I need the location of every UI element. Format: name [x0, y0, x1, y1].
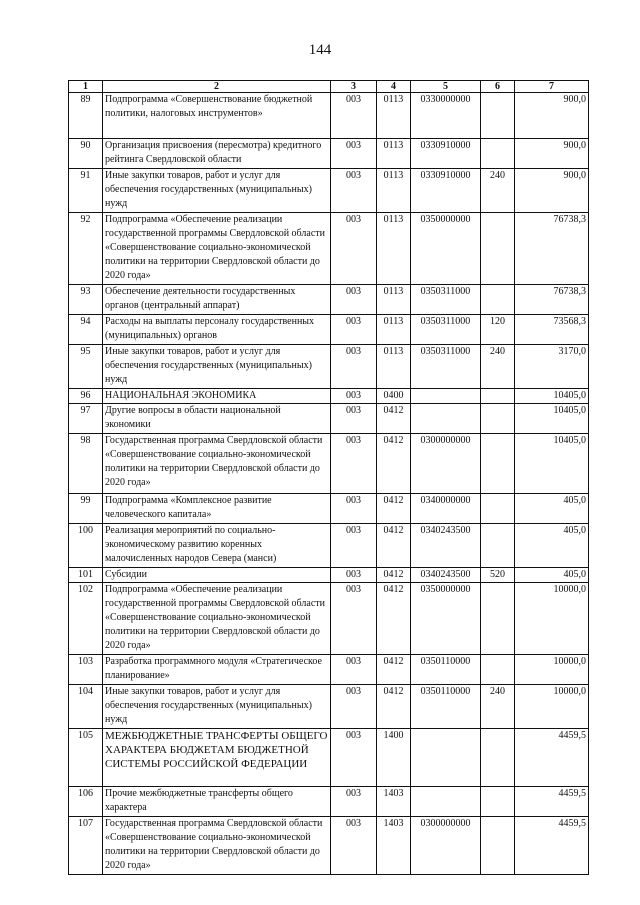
row-section-code: 0412: [377, 434, 411, 494]
budget-table: [68, 80, 589, 875]
row-amount: 76738,3: [515, 285, 589, 315]
row-amount: 10405,0: [515, 434, 589, 494]
header-col-3: 3: [331, 81, 377, 93]
row-chapter-code: 003: [331, 389, 377, 404]
row-section-code: 0412: [377, 568, 411, 583]
table-row: [69, 169, 589, 213]
row-amount: 10000,0: [515, 583, 589, 655]
row-target-code: [411, 404, 481, 434]
row-expense-type: [481, 524, 515, 568]
row-section-code: 0412: [377, 524, 411, 568]
header-col-7: 7: [515, 81, 589, 93]
row-section-code: 0412: [377, 404, 411, 434]
row-amount: 4459,5: [515, 817, 589, 875]
row-expense-type: [481, 583, 515, 655]
row-amount: 405,0: [515, 568, 589, 583]
row-name: Иные закупки товаров, работ и услуг для обеспечения государственных (муниципальных) нужд: [103, 685, 331, 729]
row-name: НАЦИОНАЛЬНАЯ ЭКОНОМИКА: [103, 389, 331, 404]
row-chapter-code: 003: [331, 285, 377, 315]
row-name: Государственная программа Свердловской области «Совершенствование социально-экономической политики на территории Свердловской области до 2020 года»: [103, 434, 331, 494]
table-row: [69, 404, 589, 434]
row-section-code: 1403: [377, 817, 411, 875]
row-target-code: 0350311000: [411, 315, 481, 345]
header-col-5: 5: [411, 81, 481, 93]
row-amount: 73568,3: [515, 315, 589, 345]
row-section-code: 0113: [377, 345, 411, 389]
row-name: Расходы на выплаты персоналу государственных (муниципальных) органов: [103, 315, 331, 345]
row-number: 103: [69, 655, 103, 685]
row-number: 97: [69, 404, 103, 434]
row-number: 100: [69, 524, 103, 568]
row-target-code: 0340000000: [411, 494, 481, 524]
header-col-6: 6: [481, 81, 515, 93]
row-target-code: 0350000000: [411, 213, 481, 285]
row-target-code: 0340243500: [411, 524, 481, 568]
row-amount: 3170,0: [515, 345, 589, 389]
table-row: [69, 345, 589, 389]
row-chapter-code: 003: [331, 169, 377, 213]
row-section-code: 0113: [377, 285, 411, 315]
row-number: 94: [69, 315, 103, 345]
header-col-1: 1: [69, 81, 103, 93]
row-section-code: 0400: [377, 389, 411, 404]
row-section-code: 1403: [377, 787, 411, 817]
row-number: 102: [69, 583, 103, 655]
row-expense-type: [481, 434, 515, 494]
row-chapter-code: 003: [331, 93, 377, 139]
row-target-code: 0350110000: [411, 655, 481, 685]
header-col-4: 4: [377, 81, 411, 93]
row-chapter-code: 003: [331, 315, 377, 345]
row-number: 91: [69, 169, 103, 213]
row-name: Субсидии: [103, 568, 331, 583]
row-amount: 4459,5: [515, 729, 589, 787]
row-section-code: 0113: [377, 169, 411, 213]
row-chapter-code: 003: [331, 568, 377, 583]
row-target-code: 0330910000: [411, 169, 481, 213]
row-expense-type: [481, 139, 515, 169]
row-name: Государственная программа Свердловской области «Совершенствование социально-экономической политики на территории Свердловской области до 2020 года»: [103, 817, 331, 875]
row-chapter-code: 003: [331, 729, 377, 787]
row-amount: 900,0: [515, 139, 589, 169]
row-target-code: 0300000000: [411, 817, 481, 875]
row-number: 93: [69, 285, 103, 315]
row-chapter-code: 003: [331, 494, 377, 524]
row-amount: 405,0: [515, 524, 589, 568]
row-amount: 900,0: [515, 93, 589, 139]
row-amount: 10000,0: [515, 685, 589, 729]
table-row: [69, 655, 589, 685]
row-target-code: [411, 787, 481, 817]
row-expense-type: [481, 655, 515, 685]
row-section-code: 0412: [377, 655, 411, 685]
row-expense-type: [481, 404, 515, 434]
row-amount: 10405,0: [515, 389, 589, 404]
row-amount: 4459,5: [515, 787, 589, 817]
row-amount: 900,0: [515, 169, 589, 213]
row-expense-type: [481, 213, 515, 285]
row-name: Прочие межбюджетные трансферты общего характера: [103, 787, 331, 817]
table-row: [69, 93, 589, 139]
row-number: 92: [69, 213, 103, 285]
row-number: 107: [69, 817, 103, 875]
row-expense-type: [481, 93, 515, 139]
row-chapter-code: 003: [331, 583, 377, 655]
row-section-code: 0113: [377, 139, 411, 169]
row-chapter-code: 003: [331, 434, 377, 494]
header-col-2: 2: [103, 81, 331, 93]
table-row: [69, 139, 589, 169]
row-chapter-code: 003: [331, 685, 377, 729]
row-name: Иные закупки товаров, работ и услуг для обеспечения государственных (муниципальных) нужд: [103, 169, 331, 213]
table-row: [69, 787, 589, 817]
table-row: [69, 729, 589, 787]
row-name: Организация присвоения (пересмотра) кредитного рейтинга Свердловской области: [103, 139, 331, 169]
row-chapter-code: 003: [331, 787, 377, 817]
row-expense-type: [481, 729, 515, 787]
row-section-code: 0113: [377, 93, 411, 139]
row-target-code: 0350000000: [411, 583, 481, 655]
row-name: Другие вопросы в области национальной экономики: [103, 404, 331, 434]
row-target-code: [411, 389, 481, 404]
row-number: 90: [69, 139, 103, 169]
row-expense-type: 240: [481, 345, 515, 389]
row-number: 101: [69, 568, 103, 583]
row-number: 105: [69, 729, 103, 787]
row-amount: 76738,3: [515, 213, 589, 285]
table-row: [69, 434, 589, 494]
row-target-code: 0330910000: [411, 139, 481, 169]
row-name: Подпрограмма «Обеспечение реализации государственной программы Свердловской области «Совершенствование социально-экономической политики на территории Свердловской области до 2020 года»: [103, 213, 331, 285]
row-name: МЕЖБЮДЖЕТНЫЕ ТРАНСФЕРТЫ ОБЩЕГО ХАРАКТЕРА БЮДЖЕТАМ БЮДЖЕТНОЙ СИСТЕМЫ РОССИЙСКОЙ ФЕДЕРАЦИИ: [103, 729, 331, 787]
table-row: [69, 817, 589, 875]
row-chapter-code: 003: [331, 345, 377, 389]
row-target-code: 0350311000: [411, 285, 481, 315]
row-chapter-code: 003: [331, 139, 377, 169]
table-row: [69, 568, 589, 583]
row-name: Иные закупки товаров, работ и услуг для обеспечения государственных (муниципальных) нужд: [103, 345, 331, 389]
row-name: Обеспечение деятельности государственных органов (центральный аппарат): [103, 285, 331, 315]
row-number: 106: [69, 787, 103, 817]
row-expense-type: 240: [481, 685, 515, 729]
row-chapter-code: 003: [331, 524, 377, 568]
row-expense-type: [481, 787, 515, 817]
row-number: 89: [69, 93, 103, 139]
row-expense-type: 520: [481, 568, 515, 583]
row-expense-type: [481, 817, 515, 875]
row-section-code: 0412: [377, 685, 411, 729]
row-name: Подпрограмма «Обеспечение реализации государственной программы Свердловской области «Совершенствование социально-экономической политики на территории Свердловской области до 2020 года»: [103, 583, 331, 655]
row-number: 99: [69, 494, 103, 524]
row-section-code: 1400: [377, 729, 411, 787]
row-chapter-code: 003: [331, 213, 377, 285]
row-target-code: 0300000000: [411, 434, 481, 494]
row-chapter-code: 003: [331, 817, 377, 875]
row-target-code: 0350311000: [411, 345, 481, 389]
row-expense-type: 120: [481, 315, 515, 345]
table-row: [69, 685, 589, 729]
row-section-code: 0412: [377, 494, 411, 524]
table-row: [69, 315, 589, 345]
table-row: [69, 524, 589, 568]
row-target-code: 0340243500: [411, 568, 481, 583]
row-section-code: 0412: [377, 583, 411, 655]
row-name: Подпрограмма «Совершенствование бюджетной политики, налоговых инструментов»: [103, 93, 331, 139]
row-chapter-code: 003: [331, 404, 377, 434]
row-section-code: 0113: [377, 315, 411, 345]
table-row: [69, 213, 589, 285]
row-number: 95: [69, 345, 103, 389]
table-row: [69, 285, 589, 315]
row-number: 104: [69, 685, 103, 729]
table-row: [69, 389, 589, 404]
row-number: 98: [69, 434, 103, 494]
row-expense-type: [481, 285, 515, 315]
row-expense-type: [481, 389, 515, 404]
row-amount: 10000,0: [515, 655, 589, 685]
table-body: [69, 93, 589, 875]
row-target-code: [411, 729, 481, 787]
row-amount: 10405,0: [515, 404, 589, 434]
page-number: 144: [308, 42, 332, 58]
row-number: 96: [69, 389, 103, 404]
row-target-code: 0350110000: [411, 685, 481, 729]
row-expense-type: [481, 494, 515, 524]
row-section-code: 0113: [377, 213, 411, 285]
table-row: [69, 494, 589, 524]
row-amount: 405,0: [515, 494, 589, 524]
row-target-code: 0330000000: [411, 93, 481, 139]
row-name: Разработка программного модуля «Стратегическое планирование»: [103, 655, 331, 685]
header-row: [69, 81, 589, 93]
row-chapter-code: 003: [331, 655, 377, 685]
row-expense-type: 240: [481, 169, 515, 213]
row-name: Подпрограмма «Комплексное развитие человеческого капитала»: [103, 494, 331, 524]
table-row: [69, 583, 589, 655]
row-name: Реализация мероприятий по социально-экономическому развитию коренных малочисленных народов Севера (манси): [103, 524, 331, 568]
